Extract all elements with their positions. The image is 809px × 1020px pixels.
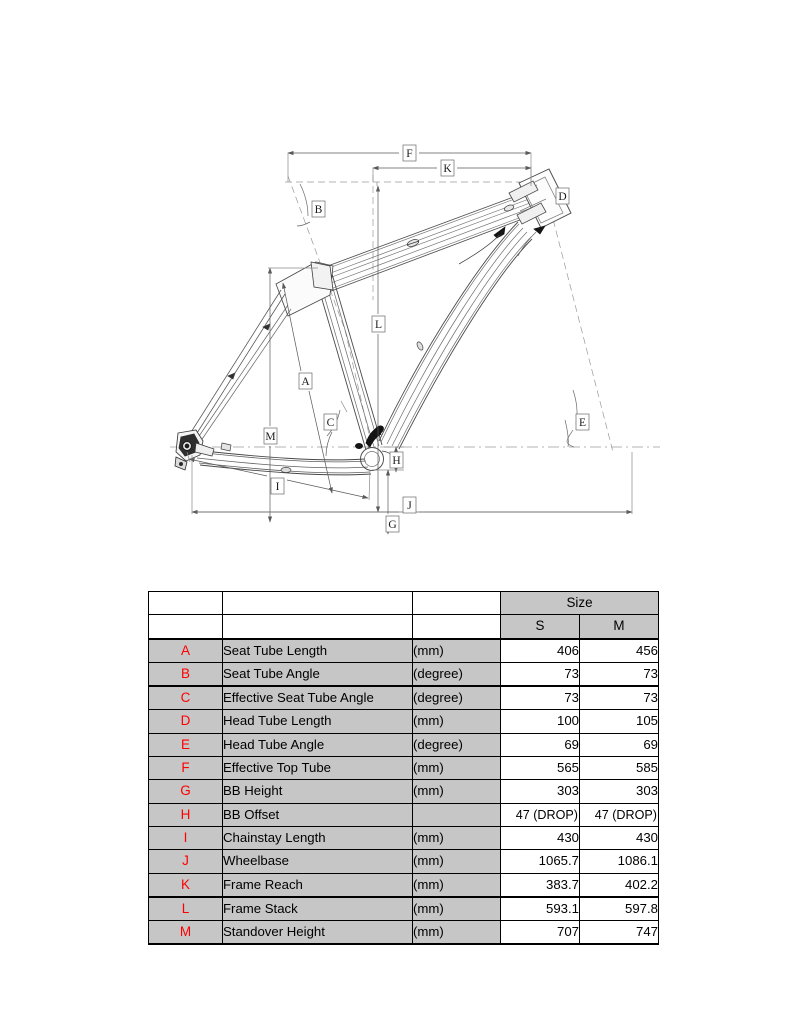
callout-A: [299, 373, 312, 389]
table-row: [149, 850, 659, 873]
row-value-M: 430: [580, 826, 659, 849]
top-tube-cable-stop-2: [503, 204, 514, 212]
dim-E: [565, 390, 577, 447]
size-group-header: Size: [501, 592, 659, 615]
row-unit: (mm): [413, 780, 501, 803]
callout-I-text: I: [275, 481, 280, 493]
geometry-table-body: [149, 639, 659, 945]
header-spacer-label: [223, 592, 413, 615]
row-label: Head Tube Length: [223, 710, 413, 733]
geometry-table-container: [148, 591, 659, 945]
callout-I: [271, 478, 284, 494]
row-label: Frame Stack: [223, 897, 413, 921]
row-letter: L: [149, 897, 223, 921]
header-spacer-unit: [413, 592, 501, 615]
row-label: Standover Height: [223, 921, 413, 945]
table-row: [149, 803, 659, 826]
row-letter: C: [149, 686, 223, 710]
row-letter: B: [149, 662, 223, 686]
row-label: Seat Tube Length: [223, 639, 413, 663]
row-value-M: 402.2: [580, 873, 659, 897]
row-letter: M: [149, 921, 223, 945]
row-value-S: 406: [501, 639, 580, 663]
row-letter: E: [149, 733, 223, 756]
callout-G: [386, 516, 399, 532]
header-spacer-unit-2: [413, 615, 501, 639]
table-row: [149, 639, 659, 663]
row-unit: (degree): [413, 662, 501, 686]
callout-F: [403, 145, 416, 161]
row-value-M: 585: [580, 757, 659, 780]
row-unit: [413, 803, 501, 826]
row-letter: F: [149, 757, 223, 780]
callout-L-text: L: [374, 319, 383, 331]
row-letter: H: [149, 803, 223, 826]
table-row: [149, 733, 659, 756]
row-letter: G: [149, 780, 223, 803]
column-header-S: S: [501, 615, 580, 639]
callout-C: [324, 414, 337, 430]
seat-stay-lower: [193, 305, 291, 448]
row-value-S: 1065.7: [501, 850, 580, 873]
callout-J: [403, 497, 416, 513]
row-value-S: 593.1: [501, 897, 580, 921]
row-unit: (mm): [413, 897, 501, 921]
row-value-M: 105: [580, 710, 659, 733]
row-value-S: 47 (DROP): [501, 803, 580, 826]
table-row: [149, 757, 659, 780]
row-value-M: 456: [580, 639, 659, 663]
row-value-M: 73: [580, 662, 659, 686]
row-letter: I: [149, 826, 223, 849]
row-value-S: 100: [501, 710, 580, 733]
row-value-M: 597.8: [580, 897, 659, 921]
callout-D: [556, 188, 569, 204]
row-unit: (mm): [413, 710, 501, 733]
construction-dashed-lines: [170, 175, 660, 452]
callout-L: [372, 316, 385, 332]
row-letter: D: [149, 710, 223, 733]
down-tube: [381, 224, 531, 448]
row-letter: A: [149, 639, 223, 663]
callout-J-text: J: [407, 500, 412, 512]
row-unit: (mm): [413, 873, 501, 897]
row-value-M: 303: [580, 780, 659, 803]
header-spacer-letter: [149, 592, 223, 615]
row-value-S: 73: [501, 662, 580, 686]
callout-M: [264, 428, 277, 444]
row-unit: (degree): [413, 686, 501, 710]
row-label: Frame Reach: [223, 873, 413, 897]
row-value-M: 73: [580, 686, 659, 710]
row-value-S: 73: [501, 686, 580, 710]
row-label: BB Offset: [223, 803, 413, 826]
row-label: Head Tube Angle: [223, 733, 413, 756]
down-tube-cable-guide: [416, 341, 424, 351]
row-value-M: 747: [580, 921, 659, 945]
row-value-S: 303: [501, 780, 580, 803]
table-row: [149, 686, 659, 710]
callout-E-text: E: [578, 417, 587, 429]
callout-E: [576, 414, 589, 430]
top-tube-cable-stop: [406, 238, 419, 248]
callout-C-text: C: [326, 417, 335, 429]
row-label: BB Height: [223, 780, 413, 803]
row-unit: (mm): [413, 639, 501, 663]
callout-B: [312, 201, 325, 217]
row-value-M: 47 (DROP): [580, 803, 659, 826]
row-value-S: 707: [501, 921, 580, 945]
table-header-size-group: [149, 592, 659, 615]
row-label: Seat Tube Angle: [223, 662, 413, 686]
row-value-S: 430: [501, 826, 580, 849]
row-letter: J: [149, 850, 223, 873]
row-label: Effective Top Tube: [223, 757, 413, 780]
chainstay-bridge: [281, 467, 291, 472]
seat-stay-upper: [188, 290, 285, 441]
callout-G-text: G: [388, 519, 397, 531]
rear-axle: [183, 442, 192, 451]
row-label: Effective Seat Tube Angle: [223, 686, 413, 710]
row-letter: K: [149, 873, 223, 897]
row-value-S: 383.7: [501, 873, 580, 897]
callout-H: [390, 452, 403, 468]
callout-H-text: H: [392, 455, 401, 467]
column-header-M: M: [580, 615, 659, 639]
callout-A-text: A: [301, 376, 310, 388]
callout-K: [441, 160, 454, 176]
row-value-M: 1086.1: [580, 850, 659, 873]
callout-B-text: B: [314, 204, 323, 216]
table-row: [149, 710, 659, 733]
geometry-table: [148, 591, 659, 945]
callout-K-text: K: [443, 163, 452, 175]
table-row: [149, 826, 659, 849]
row-label: Chainstay Length: [223, 826, 413, 849]
table-header-size-columns: [149, 615, 659, 639]
callout-M-text: M: [265, 431, 276, 443]
row-unit: (mm): [413, 826, 501, 849]
row-value-S: 565: [501, 757, 580, 780]
row-value-M: 69: [580, 733, 659, 756]
seatstay-bridge-detail: [221, 443, 231, 451]
row-unit: (mm): [413, 850, 501, 873]
callout-D-text: D: [558, 191, 567, 203]
row-unit: (degree): [413, 733, 501, 756]
callout-F-text: F: [406, 148, 413, 160]
row-unit: (mm): [413, 921, 501, 945]
row-value-S: 69: [501, 733, 580, 756]
table-row: [149, 873, 659, 897]
table-row: [149, 662, 659, 686]
table-row: [149, 780, 659, 803]
seat-collar: [311, 262, 333, 290]
dim-B: [297, 184, 310, 226]
row-unit: (mm): [413, 757, 501, 780]
row-label: Wheelbase: [223, 850, 413, 873]
table-row: [149, 921, 659, 945]
header-spacer-letter-2: [149, 615, 223, 639]
header-spacer-label-2: [223, 615, 413, 639]
table-row: [149, 897, 659, 921]
